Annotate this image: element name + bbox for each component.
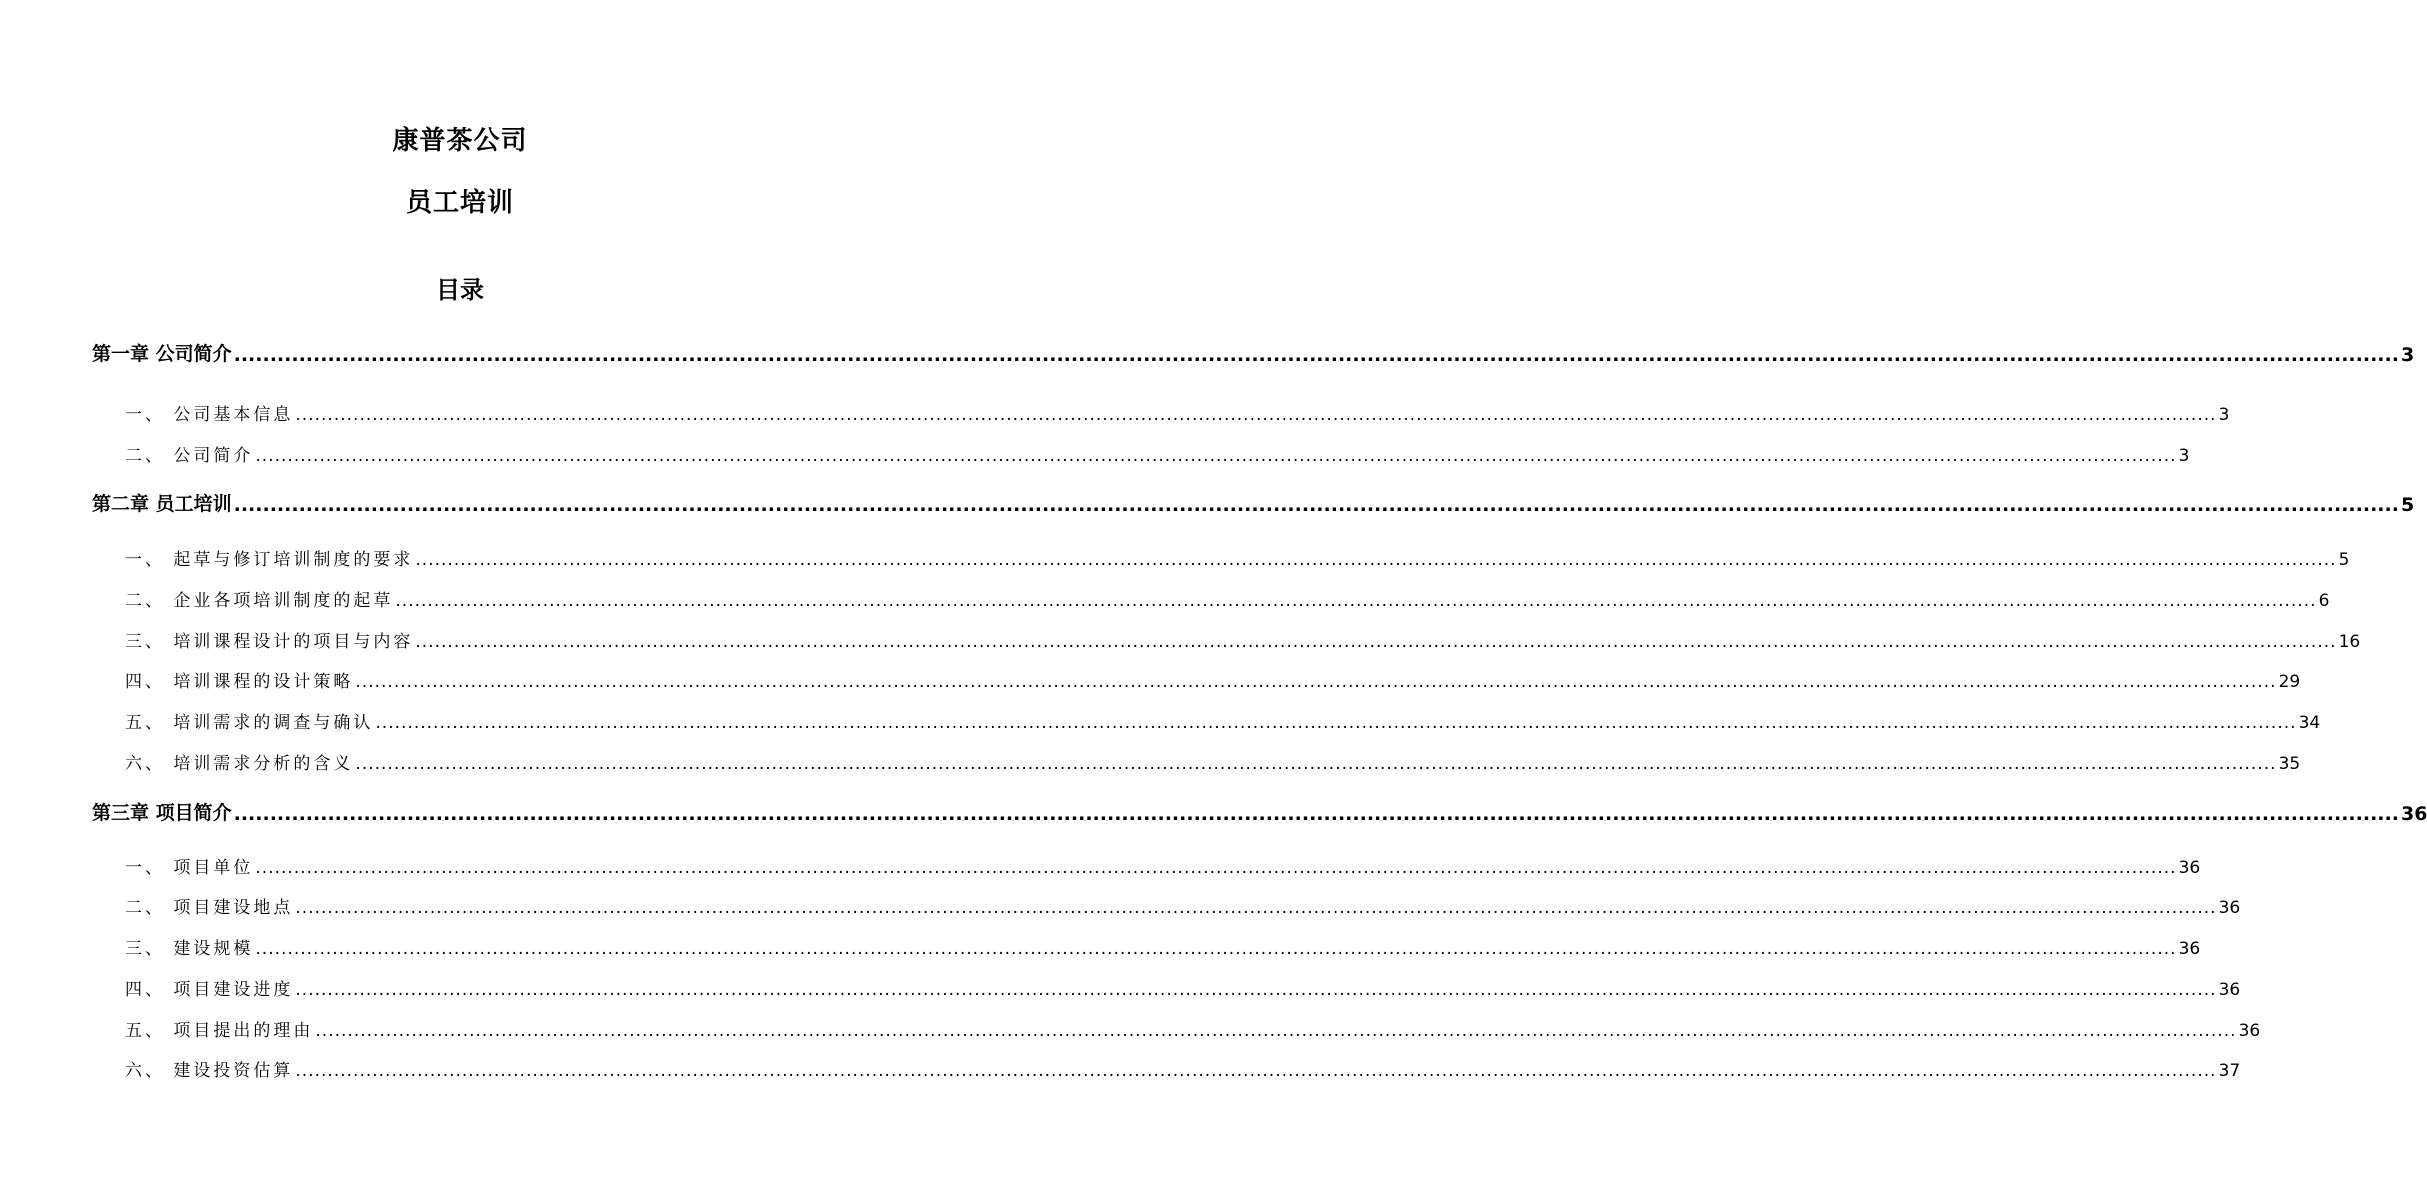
toc-dot-leader: ............................................................................................................................................................................................................................................................................................................ <box>355 754 2277 774</box>
toc-entry-label: 六、 培训需求分析的含义 <box>125 754 354 774</box>
toc-entry-label: 二、 项目建设地点 <box>125 898 294 918</box>
toc-chapter-entry[interactable] <box>0 795 2427 825</box>
toc-dot-leader: ............................................................................................................................................................................................................................................................................................................ <box>295 1061 2217 1081</box>
toc-section-entry[interactable] <box>0 970 2241 1000</box>
toc-dot-leader: ............................................................................................................................................................................................................................................................................................................ <box>415 550 2337 570</box>
toc-entry-page-number: 16 <box>2338 632 2361 652</box>
toc-entry-label: 一、 起草与修订培训制度的要求 <box>125 550 414 570</box>
toc-dot-leader: ............................................................................................................................................................................................................................................................................................................ <box>295 898 2217 918</box>
toc-dot-leader: ............................................................................................................................................................................................................................................................................................................ <box>295 405 2217 425</box>
toc-entry-page-number: 3 <box>2178 446 2190 466</box>
toc-dot-leader: ............................................................................................................................................................................................................................................................................................................ <box>315 1021 2237 1041</box>
toc-entry-label: 第二章 员工培训 <box>92 493 232 515</box>
toc-entry-page-number: 34 <box>2298 713 2321 733</box>
toc-entry-label: 一、 项目单位 <box>125 858 254 878</box>
toc-section-entry[interactable] <box>0 888 2241 918</box>
toc-heading: 目录 <box>436 276 484 304</box>
toc-dot-leader: ............................................................................................................................................................................................................................................................................................................ <box>395 591 2317 611</box>
toc-dot-leader: ............................................................................................................................................................................................................................................................................................................ <box>255 446 2177 466</box>
toc-dot-leader: ............................................................................................................................................................................................................................................................................................................ <box>295 980 2217 1000</box>
toc-section-entry[interactable] <box>0 436 2190 466</box>
toc-entry-label: 五、 培训需求的调查与确认 <box>125 713 374 733</box>
toc-entry-page-number: 6 <box>2318 591 2330 611</box>
toc-entry-page-number: 36 <box>2178 939 2201 959</box>
toc-dot-leader: ............................................................................................................................................................................................................................................................................................................ <box>255 858 2177 878</box>
toc-section-entry[interactable] <box>0 703 2321 733</box>
toc-dot-leader: ............................................................................................................................................................................................................................................................................................................ <box>233 803 2399 825</box>
toc-section-entry[interactable] <box>0 848 2201 878</box>
document-subtitle: 员工培训 <box>405 188 514 218</box>
toc-section-entry[interactable] <box>0 662 2301 692</box>
toc-entry-label: 三、 培训课程设计的项目与内容 <box>125 632 414 652</box>
toc-dot-leader: ............................................................................................................................................................................................................................................................................................................ <box>415 632 2337 652</box>
toc-entry-label: 二、 公司简介 <box>125 446 254 466</box>
toc-dot-leader: ............................................................................................................................................................................................................................................................................................................ <box>233 344 2399 366</box>
toc-chapter-entry[interactable] <box>0 486 2415 516</box>
toc-section-entry[interactable] <box>0 540 2350 570</box>
toc-section-entry[interactable] <box>0 744 2301 774</box>
toc-entry-page-number: 36 <box>2218 898 2241 918</box>
toc-entry-page-number: 36 <box>2178 858 2201 878</box>
toc-entry-page-number: 35 <box>2278 754 2301 774</box>
toc-entry-label: 四、 培训课程的设计策略 <box>125 672 354 692</box>
toc-entry-label: 五、 项目提出的理由 <box>125 1021 314 1041</box>
toc-chapter-entry[interactable] <box>0 336 2415 366</box>
toc-entry-page-number: 5 <box>2338 550 2350 570</box>
toc-entry-page-number: 3 <box>2400 344 2415 366</box>
toc-dot-leader: ............................................................................................................................................................................................................................................................................................................ <box>233 494 2399 516</box>
toc-dot-leader: ............................................................................................................................................................................................................................................................................................................ <box>355 672 2277 692</box>
toc-entry-page-number: 36 <box>2238 1021 2261 1041</box>
toc-entry-page-number: 36 <box>2218 980 2241 1000</box>
toc-entry-label: 第一章 公司简介 <box>92 343 232 365</box>
toc-section-entry[interactable] <box>0 581 2330 611</box>
toc-section-entry[interactable] <box>0 622 2361 652</box>
toc-entry-label: 四、 项目建设进度 <box>125 980 294 1000</box>
toc-dot-leader: ............................................................................................................................................................................................................................................................................................................ <box>375 713 2297 733</box>
toc-entry-page-number: 37 <box>2218 1061 2241 1081</box>
toc-entry-label: 二、 企业各项培训制度的起草 <box>125 591 394 611</box>
toc-section-entry[interactable] <box>0 929 2201 959</box>
toc-entry-label: 一、 公司基本信息 <box>125 405 294 425</box>
toc-dot-leader: ............................................................................................................................................................................................................................................................................................................ <box>255 939 2177 959</box>
document-title: 康普茶公司 <box>392 126 528 156</box>
toc-entry-label: 六、 建设投资估算 <box>125 1061 294 1081</box>
toc-entry-page-number: 36 <box>2400 803 2427 825</box>
toc-entry-label: 三、 建设规模 <box>125 939 254 959</box>
toc-entry-page-number: 3 <box>2218 405 2230 425</box>
toc-section-entry[interactable] <box>0 1051 2241 1081</box>
toc-section-entry[interactable] <box>0 395 2230 425</box>
toc-entry-page-number: 5 <box>2400 494 2415 516</box>
toc-section-entry[interactable] <box>0 1011 2261 1041</box>
toc-entry-label: 第三章 项目简介 <box>92 802 232 824</box>
toc-entry-page-number: 29 <box>2278 672 2301 692</box>
